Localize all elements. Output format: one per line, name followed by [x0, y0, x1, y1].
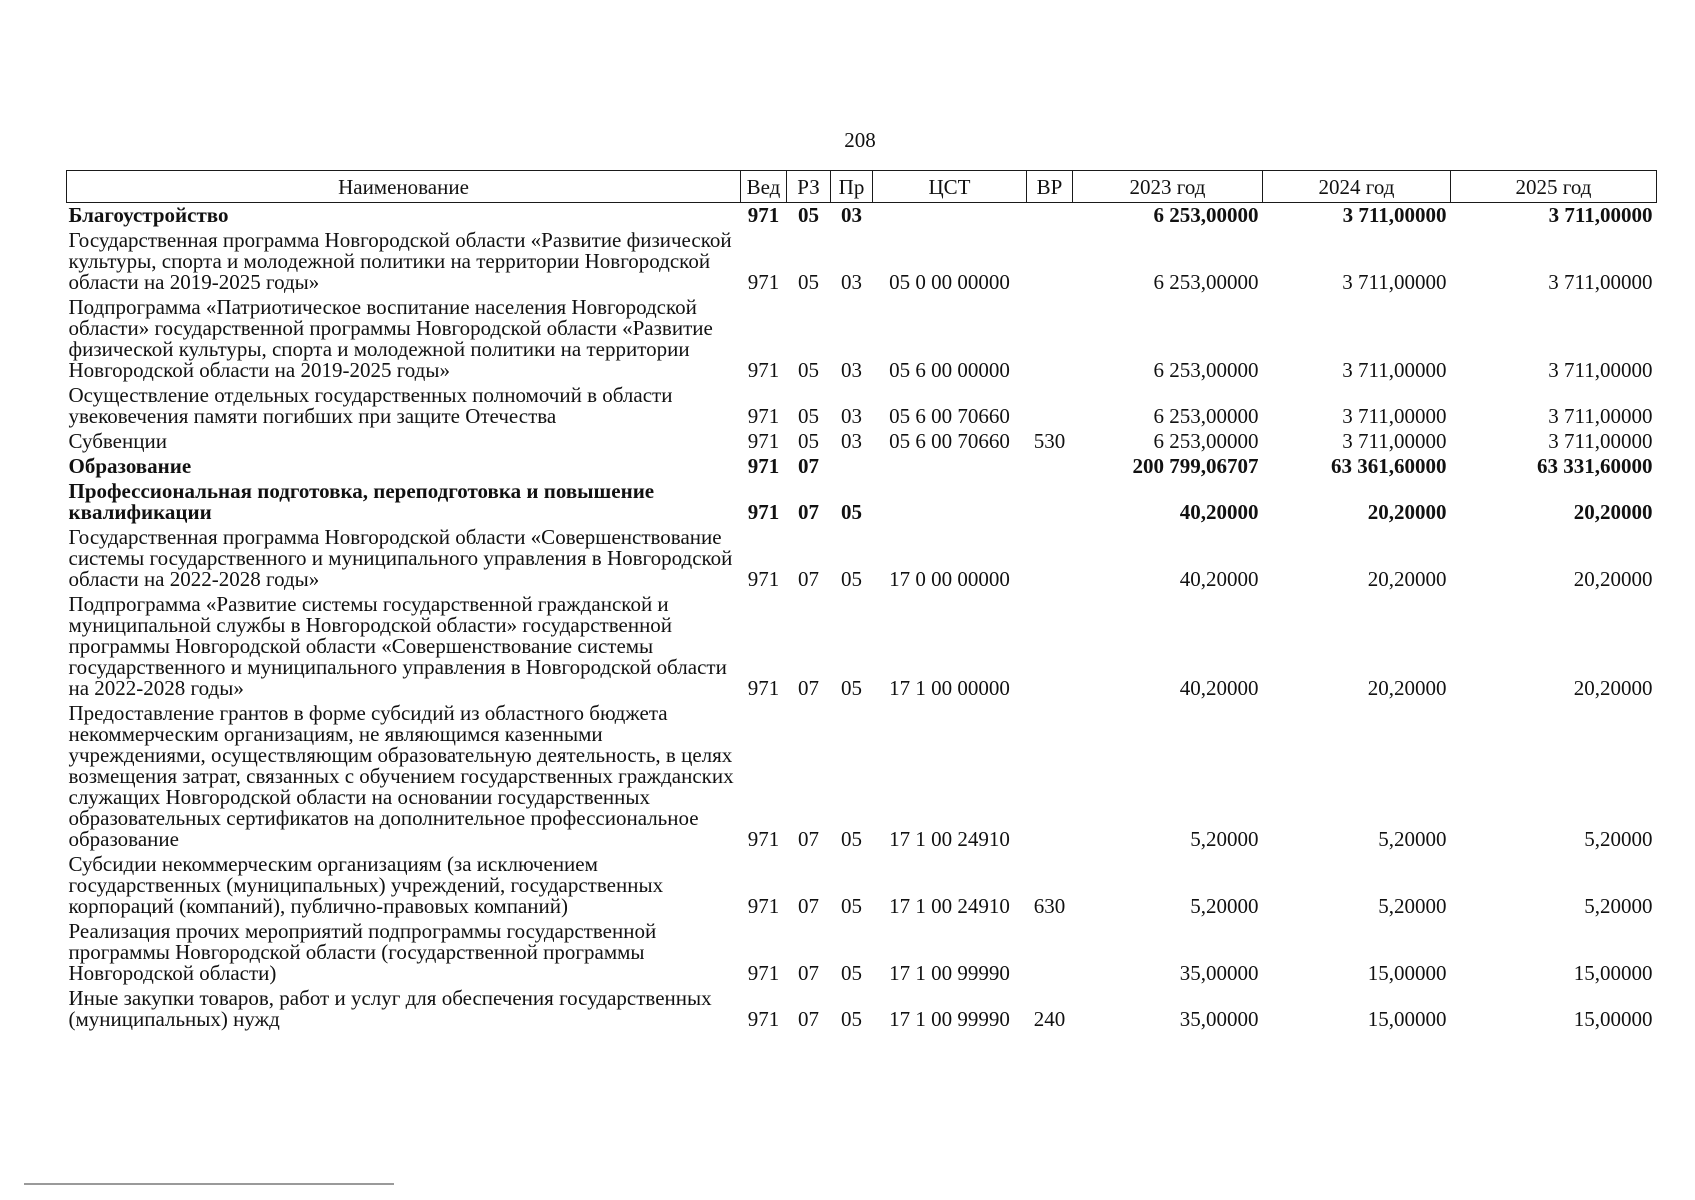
cell-ved: 971	[747, 358, 780, 382]
cell-2023: 5,20000	[1190, 894, 1259, 918]
cell-vr: 630	[1033, 894, 1066, 918]
cell-vr	[1027, 203, 1073, 229]
cell-name: Подпрограмма «Патриотическое воспитание населения Новгородской области» государственной программы Новгородской области «Развитие физической культуры, спорта и молодежной политики на территории Новгородской области на 2019-2025 годы»	[68, 295, 713, 382]
table-row	[67, 986, 1657, 1032]
cell-cst: 17 1 00 00000	[889, 676, 1010, 700]
cell-2023: 40,20000	[1179, 676, 1259, 700]
table-row	[67, 203, 1657, 229]
cell-vr	[1027, 919, 1073, 986]
cell-rz: 05	[798, 404, 819, 428]
cell-2024: 5,20000	[1378, 827, 1447, 851]
cell-vr	[1027, 701, 1073, 852]
table-row	[67, 383, 1657, 429]
cell-2025: 3 711,00000	[1548, 429, 1653, 453]
header-name: Наименование	[67, 171, 741, 203]
cell-vr	[1027, 295, 1073, 383]
cell-rz: 07	[798, 454, 819, 478]
cell-2025: 15,00000	[1573, 1007, 1653, 1031]
cell-2023: 35,00000	[1179, 961, 1259, 985]
cell-2025: 5,20000	[1584, 894, 1653, 918]
cell-2025: 3 711,00000	[1548, 404, 1653, 428]
cell-rz: 07	[798, 827, 819, 851]
cell-cst: 17 1 00 24910	[889, 827, 1010, 851]
cell-2023: 6 253,00000	[1153, 203, 1259, 227]
cell-vr: 530	[1033, 429, 1066, 453]
cell-pr: 05	[841, 676, 862, 700]
cell-2023: 40,20000	[1179, 500, 1259, 524]
cell-name: Подпрограмма «Развитие системы государственной гражданской и муниципальной службы в Новгородской области» государственной программы Новгородской области «Совершенствование системы государственного и муниципального управления в Новгородской области на 2022-2028 годы»	[68, 592, 727, 700]
cell-pr: 05	[841, 1007, 862, 1031]
cell-cst: 17 0 00 00000	[889, 567, 1010, 591]
header-ved: Вед	[741, 171, 787, 203]
cell-2024: 3 711,00000	[1342, 358, 1447, 382]
cell-2024: 15,00000	[1367, 1007, 1447, 1031]
header-2023: 2023 год	[1073, 171, 1263, 203]
cell-cst	[873, 479, 1027, 525]
cell-rz: 07	[798, 567, 819, 591]
cell-vr: 240	[1033, 1007, 1066, 1031]
table-row	[67, 592, 1657, 701]
cell-rz: 07	[798, 676, 819, 700]
cell-cst: 17 1 00 99990	[889, 1007, 1010, 1031]
table-row	[67, 429, 1657, 454]
cell-name: Образование	[68, 454, 192, 478]
cell-rz: 07	[798, 1007, 819, 1031]
cell-cst: 05 0 00 00000	[889, 270, 1010, 294]
cell-2023: 35,00000	[1179, 1007, 1259, 1031]
cell-2025: 5,20000	[1584, 827, 1653, 851]
budget-table	[66, 170, 1657, 1032]
table-row	[67, 852, 1657, 919]
cell-pr: 03	[841, 404, 862, 428]
table-body	[67, 203, 1657, 1033]
table-row	[67, 454, 1657, 479]
cell-2024: 3 711,00000	[1342, 270, 1447, 294]
cell-2025: 3 711,00000	[1548, 270, 1653, 294]
cell-ved: 971	[747, 1007, 780, 1031]
cell-ved: 971	[747, 500, 780, 524]
cell-ved: 971	[747, 404, 780, 428]
cell-ved: 971	[747, 827, 780, 851]
cell-vr	[1027, 525, 1073, 592]
cell-pr: 03	[841, 203, 862, 227]
cell-2024: 20,20000	[1367, 567, 1447, 591]
cell-name: Субвенции	[68, 429, 167, 453]
page-number: 208	[844, 128, 876, 152]
cell-cst	[873, 203, 1027, 229]
cell-2023: 5,20000	[1190, 827, 1259, 851]
cell-ved: 971	[747, 961, 780, 985]
cell-pr: 05	[841, 827, 862, 851]
cell-2023: 40,20000	[1179, 567, 1259, 591]
cell-pr: 03	[841, 270, 862, 294]
cell-2023: 200 799,06707	[1132, 454, 1259, 478]
header-cst: ЦСТ	[873, 171, 1027, 203]
header-rz: РЗ	[787, 171, 831, 203]
cell-pr: 05	[841, 500, 862, 524]
cell-name: Государственная программа Новгородской области «Совершенствование системы государственного и муниципального управления в Новгородской области на 2022-2028 годы»	[68, 525, 733, 591]
cell-2024: 20,20000	[1367, 500, 1447, 524]
cell-ved: 971	[747, 567, 780, 591]
cell-cst: 05 6 00 70660	[889, 404, 1010, 428]
cell-2024: 3 711,00000	[1342, 203, 1447, 227]
cell-2023: 6 253,00000	[1153, 270, 1259, 294]
cell-2025: 15,00000	[1573, 961, 1653, 985]
cell-vr	[1027, 454, 1073, 479]
scan-artifact-line	[24, 1183, 394, 1185]
cell-2024: 20,20000	[1367, 676, 1447, 700]
header-vr: ВР	[1027, 171, 1073, 203]
cell-ved: 971	[747, 676, 780, 700]
cell-ved: 971	[747, 894, 780, 918]
cell-rz: 07	[798, 894, 819, 918]
cell-cst: 05 6 00 70660	[889, 429, 1010, 453]
cell-name: Осуществление отдельных государственных полномочий в области увековечения памяти погибших при защите Отечества	[68, 383, 673, 428]
table-row	[67, 295, 1657, 383]
header-row	[67, 171, 1657, 203]
cell-vr	[1027, 592, 1073, 701]
cell-2024: 63 361,60000	[1331, 454, 1447, 478]
header-2025: 2025 год	[1451, 171, 1657, 203]
cell-pr: 05	[841, 961, 862, 985]
cell-2024: 5,20000	[1378, 894, 1447, 918]
cell-vr	[1027, 479, 1073, 525]
cell-cst: 17 1 00 24910	[889, 894, 1010, 918]
cell-ved: 971	[747, 454, 780, 478]
cell-pr: 03	[841, 358, 862, 382]
cell-2025: 3 711,00000	[1548, 358, 1653, 382]
cell-2025: 20,20000	[1573, 676, 1653, 700]
cell-ved: 971	[747, 429, 780, 453]
cell-rz: 05	[798, 429, 819, 453]
cell-ved: 971	[747, 203, 780, 227]
cell-pr: 03	[841, 429, 862, 453]
header-2024: 2024 год	[1263, 171, 1451, 203]
cell-rz: 07	[798, 961, 819, 985]
cell-name: Реализация прочих мероприятий подпрограммы государственной программы Новгородской области (государственной программы Новгородской области)	[68, 919, 657, 985]
cell-vr	[1027, 228, 1073, 295]
cell-2025: 20,20000	[1573, 500, 1653, 524]
cell-cst: 05 6 00 00000	[889, 358, 1010, 382]
cell-cst	[873, 454, 1027, 479]
table-row	[67, 228, 1657, 295]
cell-vr	[1027, 383, 1073, 429]
cell-rz: 07	[798, 500, 819, 524]
table-row	[67, 701, 1657, 852]
cell-name: Субсидии некоммерческим организациям (за исключением государственных (муниципальных) учреждений, государственных корпораций (компаний), публично-правовых компаний)	[68, 852, 664, 918]
cell-name: Государственная программа Новгородской области «Развитие физической культуры, спорта и молодежной политики на территории Новгородской области на 2019-2025 годы»	[68, 228, 732, 294]
cell-2023: 6 253,00000	[1153, 404, 1259, 428]
cell-2023: 6 253,00000	[1153, 429, 1259, 453]
cell-pr	[831, 454, 873, 479]
table-row	[67, 525, 1657, 592]
cell-rz: 05	[798, 270, 819, 294]
cell-2024: 3 711,00000	[1342, 429, 1447, 453]
cell-2023: 6 253,00000	[1153, 358, 1259, 382]
cell-2025: 3 711,00000	[1548, 203, 1653, 227]
cell-name: Благоустройство	[68, 203, 229, 227]
table-row	[67, 919, 1657, 986]
cell-2025: 63 331,60000	[1537, 454, 1653, 478]
cell-rz: 05	[798, 358, 819, 382]
cell-ved: 971	[747, 270, 780, 294]
cell-pr: 05	[841, 894, 862, 918]
cell-name: Предоставление грантов в форме субсидий из областного бюджета некоммерческим организациям, не являющимся казенными учреждениями, осуществляющим образовательную деятельность, в целях возмещения затрат, связанных с обучением государственных гражданских служащих Новгородской области на основании государственных образовательных сертификатов на дополнительное профессиональное образование	[68, 701, 734, 851]
cell-rz: 05	[798, 203, 819, 227]
table-row	[67, 479, 1657, 525]
cell-2024: 15,00000	[1367, 961, 1447, 985]
cell-cst: 17 1 00 99990	[889, 961, 1010, 985]
cell-2024: 3 711,00000	[1342, 404, 1447, 428]
cell-pr: 05	[841, 567, 862, 591]
cell-name: Иные закупки товаров, работ и услуг для обеспечения государственных (муниципальных) нужд	[68, 986, 712, 1031]
cell-name: Профессиональная подготовка, переподготовка и повышение квалификации	[68, 479, 655, 524]
cell-2025: 20,20000	[1573, 567, 1653, 591]
header-pr: Пр	[831, 171, 873, 203]
